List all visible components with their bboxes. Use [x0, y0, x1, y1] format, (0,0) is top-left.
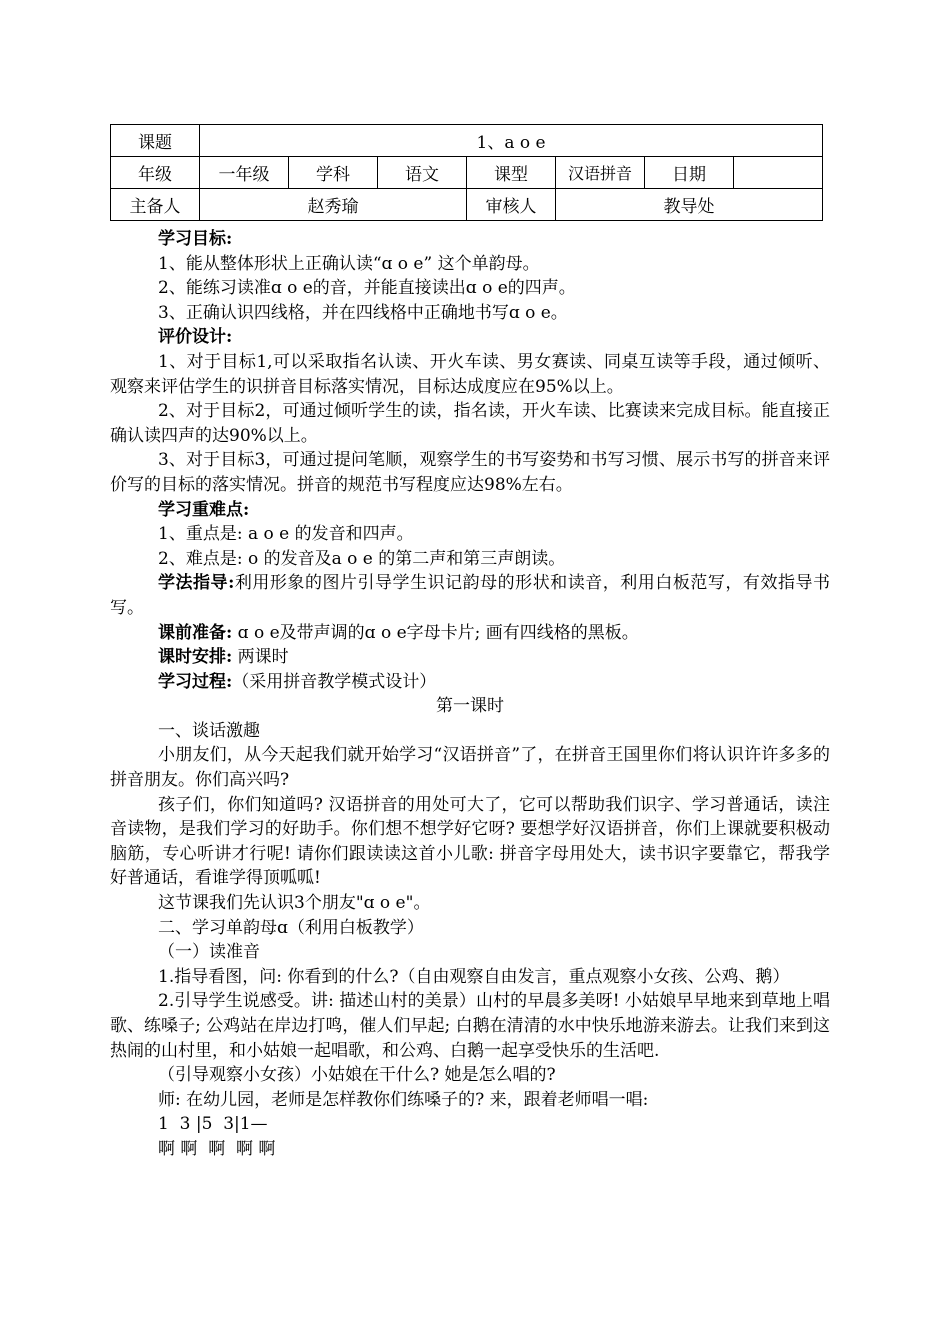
subject-value: 语文: [378, 157, 467, 189]
date-value: [734, 157, 823, 189]
preparation-paragraph: [110, 621, 830, 646]
date-label: 日期: [645, 157, 734, 189]
subject-label: 学科: [289, 157, 378, 189]
schedule-label: 课时安排:: [158, 647, 233, 668]
method-label: 学法指导:: [158, 573, 235, 594]
section2-subheading: （一）读准音: [158, 942, 260, 963]
grade-label: 年级: [111, 157, 200, 189]
section1-paragraph: 孩子们，你们知道吗? 汉语拼音的用处可大了，它可以帮助我们识字、学习普通话，读注音读物，是我们学习的好助手。你们想不想学好它呀? 要想学好汉语拼音，你们上课就要积极动脑筋，专心听讲才行呢! 请你们跟读读这首小儿歌: 拼音字母用处大，读书识字要靠它，帮我学好普通话，看谁学得顶呱呱!: [110, 794, 830, 889]
schedule-text: 两课时: [232, 647, 289, 668]
key-point-item: 1、重点是: a o e 的发音和四声。: [158, 524, 414, 545]
type-value: 汉语拼音: [556, 157, 645, 189]
goal-item: 2、能练习读准ɑ o e的音，并能直接读出ɑ o e的四声。: [158, 278, 576, 299]
goals-heading: 学习目标:: [158, 229, 233, 249]
document-body: [110, 227, 830, 1162]
section2-heading: 二、学习单韵母ɑ（利用白板教学）: [158, 917, 424, 938]
section2-paragraph: 2.引导学生说感受。讲: 描述山村的美景）山村的早晨多美呀! 小姑娘早早地来到草地上唱歌、练嗓子; 公鸡站在岸边打鸣，催人们早起; 白鹅在清清的水中快乐地游来游去。让我们来到这热闹的山村里，和小姑娘一起唱歌，和公鸡、白鹅一起享受快乐的生活吧.: [110, 991, 830, 1061]
evaluation-heading: 评价设计:: [158, 327, 233, 348]
section1-heading: 一、谈话激趣: [158, 720, 260, 741]
music-notation: 1 3 |5 3|1—: [158, 1114, 268, 1135]
type-label: 课型: [467, 157, 556, 189]
author-label: 主备人: [111, 189, 200, 221]
lesson-info-table: [110, 124, 823, 221]
reviewer-label: 审核人: [467, 189, 556, 221]
process-paragraph: [110, 670, 830, 695]
method-text: 利用形象的图片引导学生识记韵母的形状和读音，利用白板范写，有效指导书写。: [110, 573, 831, 618]
goal-item: 3、正确认识四线格，并在四线格中正确地书写ɑ o e。: [158, 302, 568, 323]
process-text: （采用拼音教学模式设计）: [232, 671, 437, 692]
table-row: [111, 125, 823, 157]
section2-paragraph: （引导观察小女孩）小姑娘在干什么? 她是怎么唱的?: [158, 1065, 556, 1086]
method-paragraph: [110, 571, 830, 620]
goal-item: 1、能从整体形状上正确认读“ɑ o e” 这个单韵母。: [158, 253, 540, 274]
section2-paragraph: 师: 在幼儿园，老师是怎样教你们练嗓子的? 来，跟着老师唱一唱:: [158, 1089, 649, 1110]
preparation-label: 课前准备:: [158, 622, 233, 643]
evaluation-item: 3、对于目标3，可通过提问笔顺，观察学生的书写姿势和书写习惯、展示书写的拼音来评价写的目标的落实情况。拼音的规范书写程度应达98%左右。: [110, 450, 830, 495]
table-row: [111, 189, 823, 221]
topic-label: 课题: [111, 125, 200, 157]
key-point-item: 2、难点是: o 的发音及a o e 的第二声和第三声朗读。: [158, 548, 566, 569]
author-value: 赵秀瑜: [200, 189, 467, 221]
preparation-text: ɑ o e及带声调的ɑ o e字母卡片; 画有四线格的黑板。: [232, 622, 639, 643]
music-lyrics: 啊 啊 啊 啊 啊: [158, 1138, 276, 1159]
section2-paragraph: 1.指导看图，问: 你看到的什么?（自由观察自由发言，重点观察小女孩、公鸡、鹅）: [158, 966, 790, 987]
section1-paragraph: 小朋友们，从今天起我们就开始学习“汉语拼音”了，在拼音王国里你们将认识许许多多的拼音朋友。你们高兴吗?: [110, 745, 830, 791]
topic-value: 1、a o e: [200, 125, 823, 157]
key-points-heading: 学习重难点:: [158, 499, 250, 520]
evaluation-item: 2、对于目标2，可通过倾听学生的读，指名读，开火车读、比赛读来完成目标。能直接正确认读四声的达90%以上。: [110, 401, 830, 446]
process-label: 学习过程:: [158, 671, 233, 692]
section1-paragraph: 这节课我们先认识3个朋友"ɑ o e"。: [158, 893, 431, 914]
grade-value: 一年级: [200, 157, 289, 189]
lesson-title: 第一课时: [436, 696, 504, 717]
evaluation-item: 1、对于目标1,可以采取指名认读、开火车读、男女赛读、同桌互读等手段，通过倾听、观察来评估学生的识拼音目标落实情况，目标达成度应在95%以上。: [110, 351, 830, 397]
reviewer-value: 教导处: [556, 189, 823, 221]
table-row: [111, 157, 823, 189]
schedule-paragraph: [110, 645, 830, 670]
